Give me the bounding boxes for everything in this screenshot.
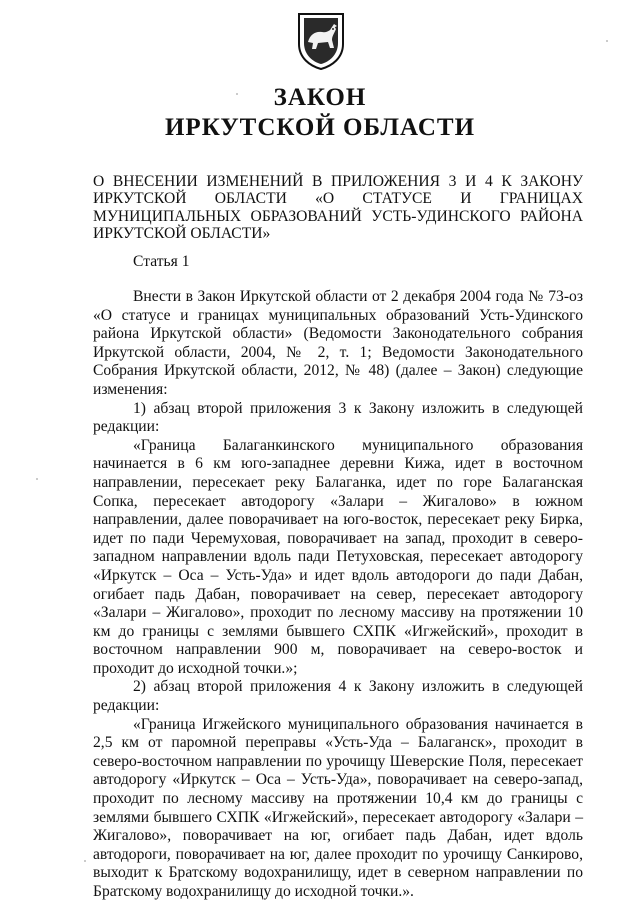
scan-speck: [84, 860, 86, 862]
article-title: Статья 1: [133, 253, 190, 270]
law-subject: О ВНЕСЕНИИ ИЗМЕНЕНИЙ В ПРИЛОЖЕНИЯ 3 И 4 К ЗАКОНУ ИРКУТСКОЙ ОБЛАСТИ «О СТАТУСЕ И ГРАНИЦАХ МУНИЦИПАЛЬНЫХ ОБРАЗОВАНИЙ УСТЬ-УДИНСКОГО РАЙОНА ИРКУТСКОЙ ОБЛАСТИ»: [93, 173, 583, 243]
paragraph-item-1: 1) абзац второй приложения 3 к Закону изложить в следующей редакции:: [93, 399, 583, 436]
scan-speck: [236, 93, 238, 95]
paragraph-intro: Внести в Закон Иркутской области от 2 декабря 2004 года № 73-оз «О статусе и границах муниципальных образований Усть-Удинского района Иркутской области» (Ведомости Законодательного собрания Иркутской области, 2004, № 2, т. 1; Ведомости Законодательного Собрания Иркутской области, 2012, № 48) (далее – Закон) следующие изменения:: [93, 288, 583, 398]
paragraph-item-2: 2) абзац второй приложения 4 к Закону изложить в следующей редакции:: [93, 678, 583, 715]
scan-speck: [36, 478, 38, 480]
paragraph-quote-1: «Граница Балаганкинского муниципального образования начинается в 6 км юго-западнее деревни Кижа, идет в восточном направлении, пересекает реку Балаганка, идет по горе Балаганская Сопка, пересекает автодорогу «Залари – Жигалово» в южном направлении, далее поворачивает на юго-восток, пересекает реку Бирка, идет по пади Черемуховая, поворачивает на запад, проходит в северо-западном направлении вдоль пади Петуховская, пересекает автодорогу «Иркутск – Оса – Усть-Уда» и идет вдоль автодороги до пади Дабан, огибает падь Дабан, поворачивает на север, пересекает автодорогу «Залари – Жигалово», проходит по лесному массиву на протяжении 10 км до границы с землями бывшего СХПК «Игжейский», проходит в восточном направлении 900 м, поворачивает на северо-восток и проходит до исходной точки.»;: [93, 436, 583, 677]
coat-of-arms-icon: [296, 12, 346, 70]
article-body: [93, 288, 583, 902]
scan-speck: [606, 40, 608, 42]
law-title-line-1: ЗАКОН: [273, 84, 367, 111]
paragraph-quote-2: «Граница Игжейского муниципального образования начинается в 2,5 км от паромной переправы «Усть-Уда – Балаганск», проходит в северо-восточном направлении по урочищу Шеверские Поля, пересекает автодорогу «Иркутск – Оса – Усть-Уда», поворачивает на северо-запад, проходит по лесному массиву на протяжении 10,4 км до границы с землями бывшего СХПК «Игжейский», пересекает автодорогу «Залари – Жигалово», поворачивает на юг, огибает падь Дабан, идет вдоль автодороги, поворачивает на юг, далее проходит по урочищу Санкирово, выходит к Братскому водохранилищу, идет в северном направлении по Братскому водохранилищу до исходной точки.».: [93, 715, 583, 900]
law-title-line-2: ИРКУТСКОЙ ОБЛАСТИ: [164, 114, 476, 141]
